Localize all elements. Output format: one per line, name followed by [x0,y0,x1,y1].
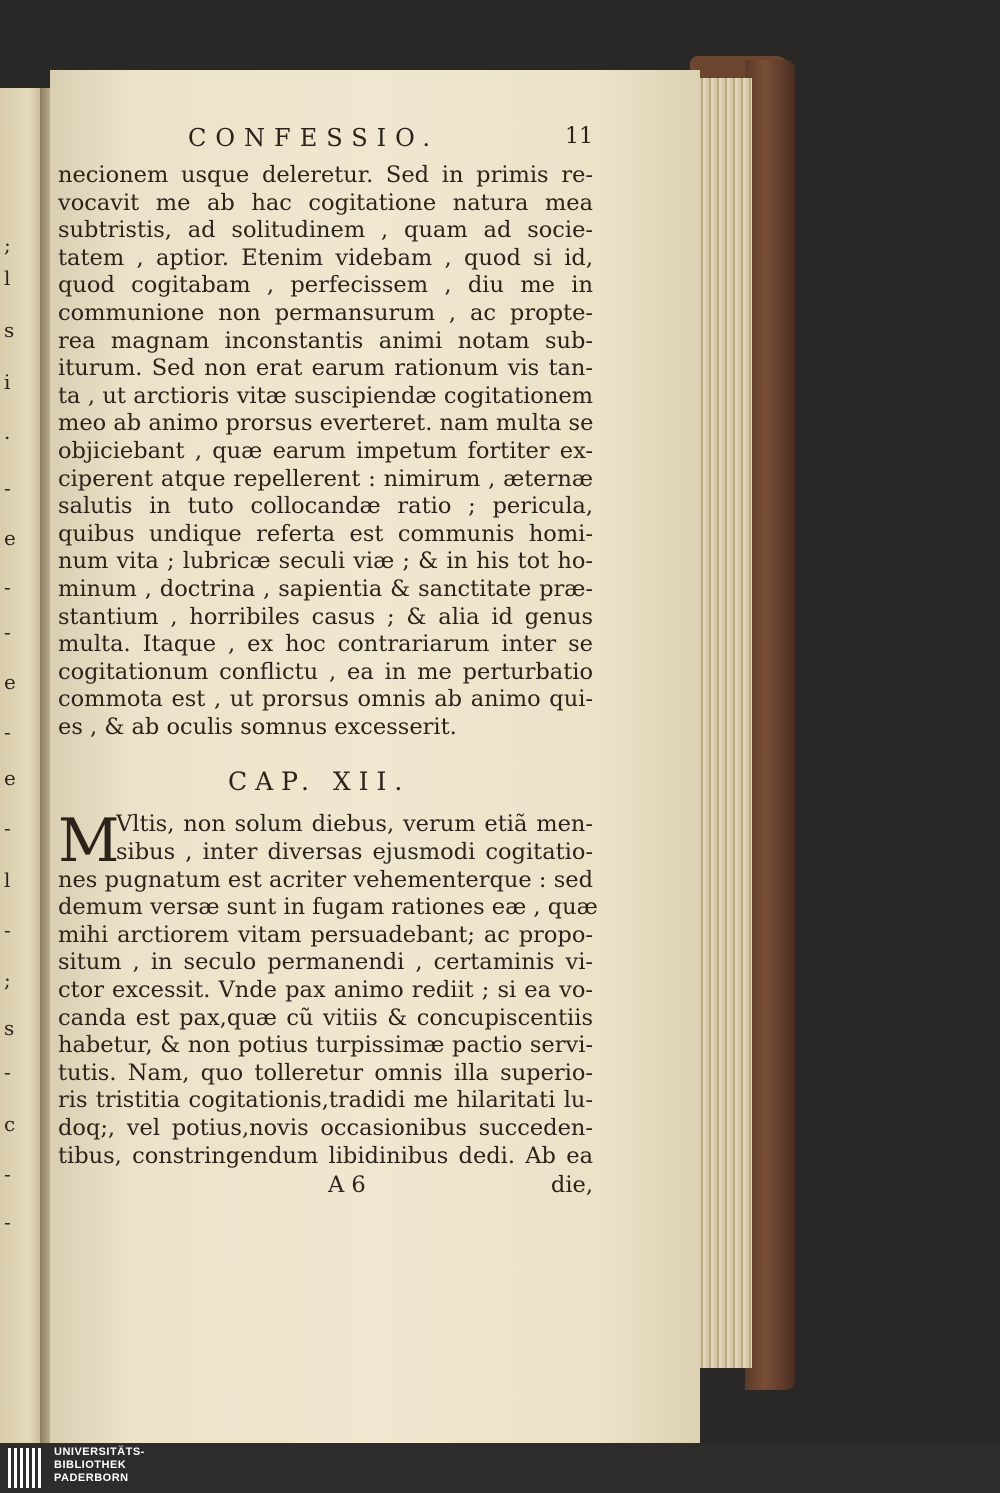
library-name-line-1: UNIVERSITÄTS- [54,1446,145,1458]
library-name [54,1446,145,1485]
text-line: ctor excessit. Vnde pax animo rediit ; si ea vo- [58,977,593,1004]
left-page-fragment: i [4,370,11,394]
left-page-fragment: s [4,318,15,342]
left-page-fragment: ; [4,968,11,992]
left-page-text-fragments [0,88,40,1443]
text-line: num vita ; lubricæ seculi viæ ; & in his tot ho- [58,548,593,575]
page-number: 11 [565,124,593,149]
left-page-fragment: - [4,918,11,942]
body-lines [58,866,598,1171]
library-name-line-2: BIBLIOTHEK [54,1459,127,1471]
library-footer-bar [0,1443,1000,1493]
text-line: mihi arctiorem vitam persuadebant; ac propo- [58,921,593,948]
left-page-fragment: e [4,766,16,790]
page-text [58,120,598,1202]
text-line: quod cogitabam , perfecissem , diu me in [58,272,593,299]
text-line: habetur, & non potius turpissimæ pactio servi- [58,1032,593,1059]
catchword: die, [550,1172,593,1199]
library-name-line-3: PADERBORN [54,1472,129,1484]
text-line: Vltis, non solum diebus, verum etiã men- [116,811,593,838]
left-page-fragment: - [4,1060,11,1084]
page-footer [58,1172,593,1202]
left-page-fragment: - [4,575,11,599]
text-line: es , & ab oculis somnus excesserit. [58,713,457,740]
left-page-fragment: c [4,1112,16,1136]
text-line: ciperent atque repellerent : nimirum , æternæ [58,465,593,492]
text-line: meo ab animo prorsus everteret. nam multa se [58,410,594,437]
left-page-fragment: ; [4,233,11,257]
text-line: commota est , ut prorsus omnis ab animo qui- [58,686,593,713]
text-line: situm , in seculo permanendi , certaminis vi- [58,949,593,976]
text-line: quibus undique referta est communis homi- [58,520,593,547]
text-line: objiciebant , quæ earum impetum fortiter ex- [58,437,593,464]
text-line: demum versæ sunt in fugam rationes eæ , quæ [58,894,598,921]
indented-lines [58,811,593,866]
left-page-fragment: - [4,1162,11,1186]
text-line: doq;, vel potius,novis occasionibus succeden- [58,1115,593,1141]
left-page-fragment: l [4,266,11,290]
paragraph-2 [58,806,598,1170]
text-line: sibus , inter diversas ejusmodi cogitatio- [116,839,593,866]
left-page-fragment: - [4,476,11,500]
running-head: CONFESSIO. [188,124,440,152]
text-line: ris tristitia cogitationis,tradidi me hilaritati lu- [58,1087,593,1114]
text-line: iturum. Sed non erat earum rationum vis tan- [58,355,593,382]
text-line: cogitationum conflictu , ea in me perturbatio [58,658,593,685]
drop-cap: M [58,806,120,877]
signature-mark: A 6 [328,1172,366,1199]
chapter-heading: CAP. XII. [228,767,411,797]
left-page-fragment: - [4,816,11,840]
left-page-fragment: l [4,868,11,892]
text-line: tatem , aptior. Etenim videbam , quod si id, [58,244,593,271]
text-line: minum , doctrina , sapientia & sanctitate præ- [58,575,593,602]
text-line: rea magnam inconstantis animi notam sub- [58,327,593,354]
text-line: communione non permansurum , ac propte- [58,299,593,326]
left-page-fragment: - [4,1210,11,1234]
text-line: ta , ut arctioris vitæ suscipiendæ cogitationem [58,382,593,409]
text-line: nes pugnatum est acriter vehementerque : sed [58,866,593,893]
text-line: stantium , horribiles casus ; & alia id genus [58,603,593,630]
text-line: tibus, constringendum libidinibus dedi. Ab ea [58,1142,593,1169]
library-logo-icon [6,1446,48,1490]
text-line: salutis in tuto collocandæ ratio ; pericula, [58,493,593,520]
book-cover-spine [745,60,795,1390]
left-page-fragment: . [4,420,11,444]
paragraph-1 [58,162,593,741]
text-line: canda est pax,quæ cũ vitiis & concupiscentiis [58,1004,593,1031]
text-line: necionem usque deleretur. Sed in primis re- [58,162,593,188]
left-page-fragment: e [4,670,16,694]
page-header [58,120,593,162]
left-page-fragment: e [4,526,16,550]
left-page-fragment: - [4,620,11,644]
text-line: vocavit me ab hac cogitatione natura mea [58,189,593,216]
text-line: multa. Itaque , ex hoc contrariarum inter se [58,631,593,658]
text-line: subtristis, ad solitudinem , quam ad socie- [58,217,593,244]
left-page-fragment: - [4,720,11,744]
text-line: tutis. Nam, quo tolleretur omnis illa superio- [58,1059,593,1086]
left-page-fragment: s [4,1016,15,1040]
